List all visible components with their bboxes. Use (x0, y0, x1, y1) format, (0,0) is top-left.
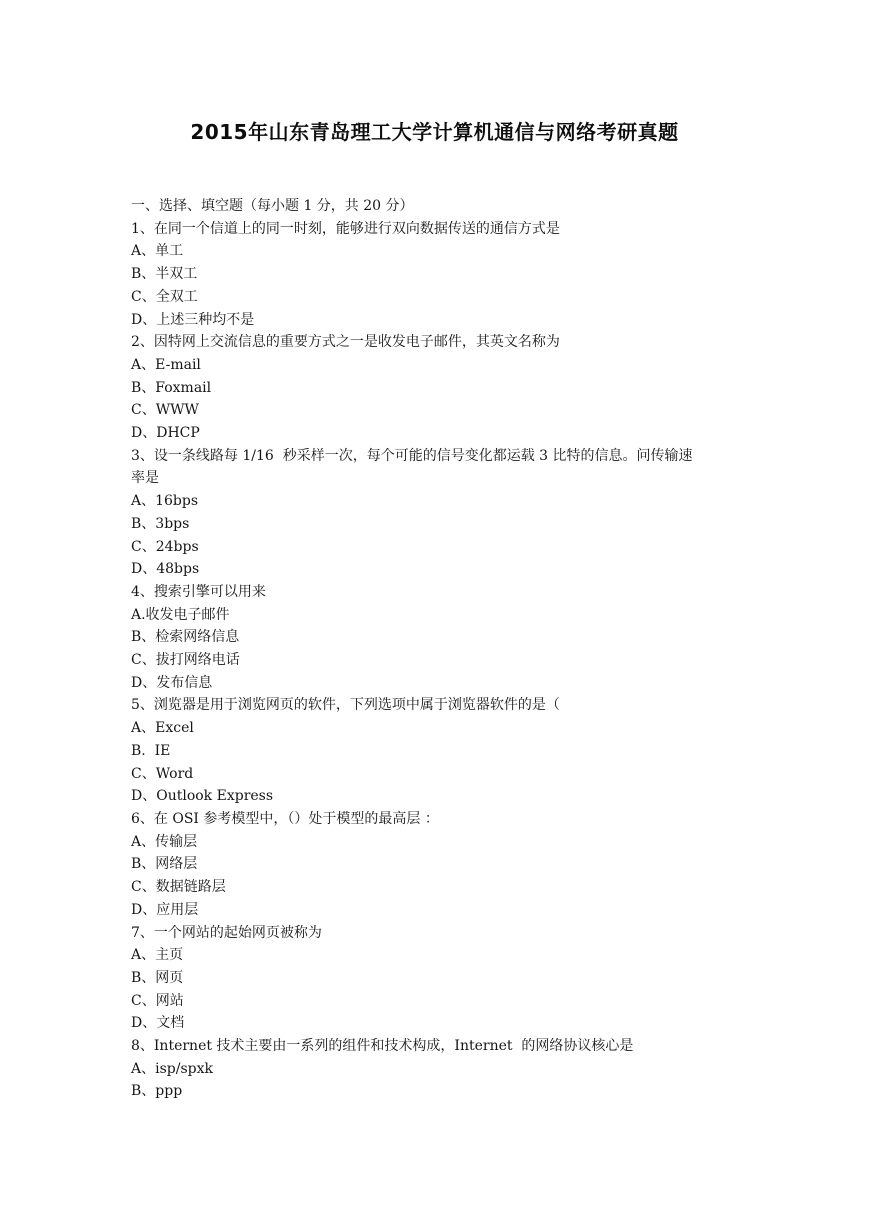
text-line: A、Excel (131, 720, 194, 737)
text-line: C、24bps (131, 538, 199, 555)
text-line: B、ppp (131, 1083, 183, 1100)
text-line: D、应用层 (131, 901, 199, 918)
text-line: C、Word (131, 765, 194, 782)
text-line: C、拔打网络电话 (131, 652, 240, 669)
text-line: A、E-mail (131, 356, 201, 373)
text-line: D、上述三种均不是 (131, 311, 255, 328)
text-line: D、48bps (131, 561, 200, 578)
text-line: D、Outlook Express (131, 788, 274, 805)
text-line: D、文档 (131, 1015, 185, 1032)
text-line: A.收发电子邮件 (131, 606, 230, 623)
text-line: A、isp/spxk (131, 1060, 213, 1077)
text-line: D、发布信息 (131, 674, 213, 691)
text-line: 3、设一条线路每 1/16 秒采样一次，每个可能的信号变化都运载 3 比特的信息。问传输速 (131, 447, 693, 464)
text-line: C、数据链路层 (131, 879, 226, 896)
document-body (131, 195, 751, 1103)
text-line: B、3bps (131, 515, 190, 532)
text-line: 6、在 OSI 参考模型中，（）处于模型的最高层 ： (131, 810, 439, 827)
text-line: B、半双工 (131, 266, 198, 283)
text-line: C、全双工 (131, 288, 198, 305)
document-title: 2015年山东青岛理工大学计算机通信与网络考研真题 (190, 120, 679, 144)
text-line: B、Foxmail (131, 379, 212, 396)
text-line: A、主页 (131, 947, 184, 964)
text-line: A、单工 (131, 243, 184, 260)
text-line: 5、浏览器是用于浏览网页的软件，下列选项中属于浏览器软件的是（ (131, 697, 560, 714)
text-line: B、网络层 (131, 856, 198, 873)
text-line: 1、在同一个信道上的同一时刻，能够进行双向数据传送的通信方式是 (131, 220, 560, 237)
text-line: B、网页 (131, 969, 184, 986)
text-line: 2、因特网上交流信息的重要方式之一是收发电子邮件，其英文名称为 (131, 334, 560, 351)
text-line: B、检索网络信息 (131, 629, 240, 646)
text-line: 8、Internet 技术主要由一系列的组件和技术构成，Internet 的网络协议核心是 (131, 1038, 634, 1055)
text-line: B. IE (131, 742, 171, 759)
text-line: 率是 (131, 470, 159, 487)
text-line: C、网站 (131, 992, 184, 1009)
text-line: A、16bps (131, 493, 199, 510)
text-line: C、WWW (131, 402, 199, 419)
text-line: 一、选择、填空题（每小题 1 分，共 20 分） (131, 198, 414, 214)
text-line: A、传输层 (131, 833, 198, 850)
text-line: D、DHCP (131, 425, 200, 442)
text-line: 4、搜索引擎可以用来 (131, 583, 266, 600)
text-line: 7、一个网站的起始网页被称为 (131, 924, 322, 941)
